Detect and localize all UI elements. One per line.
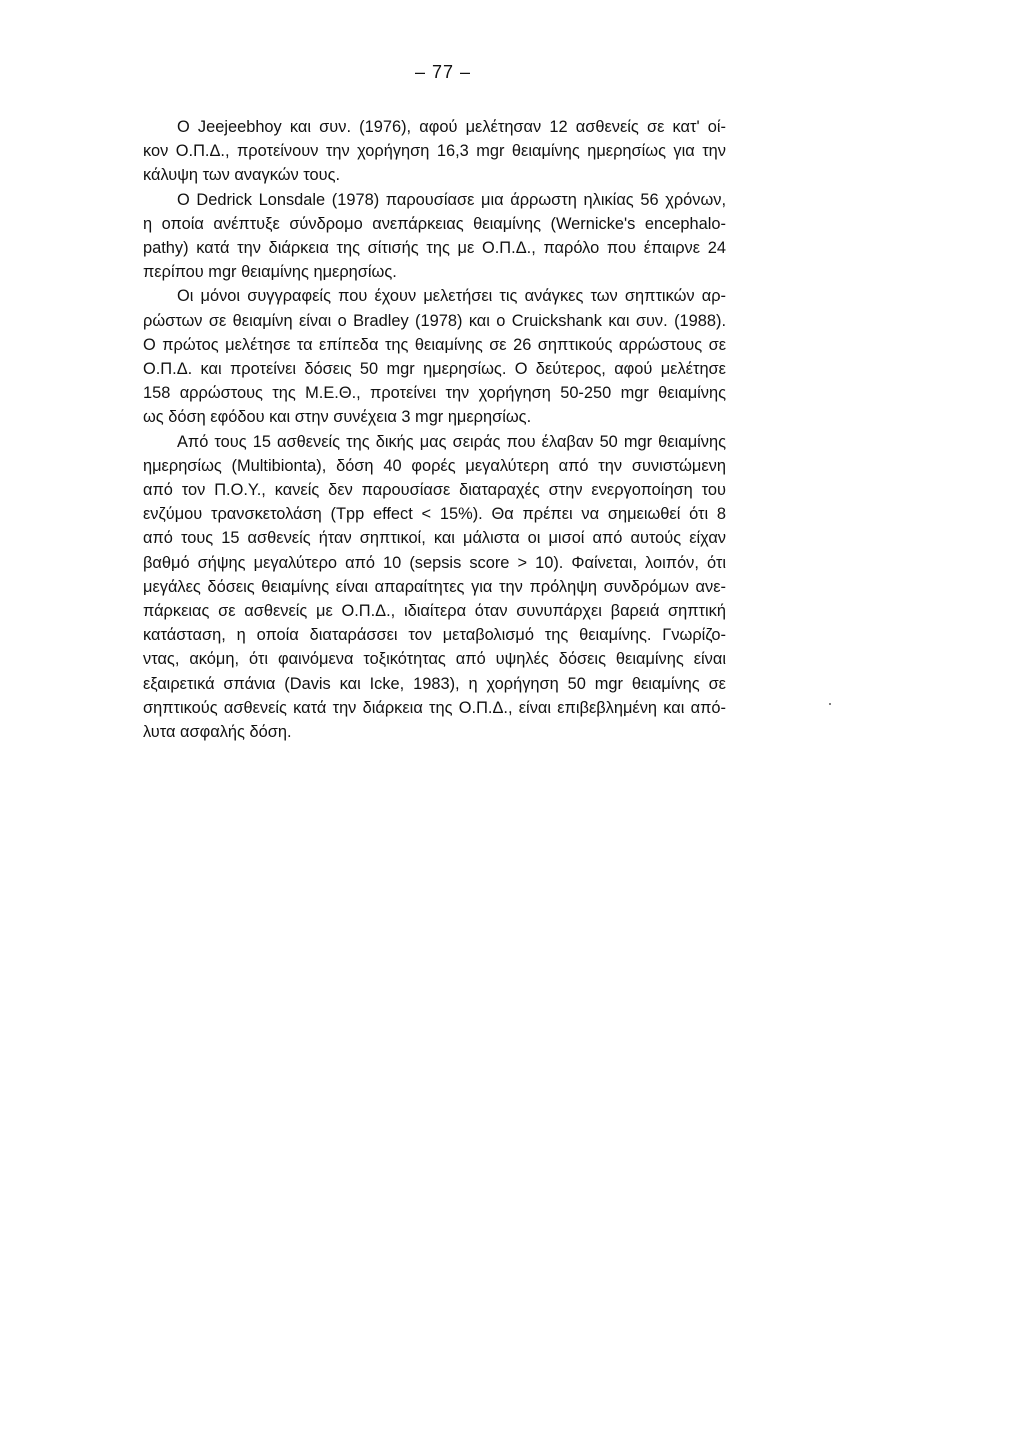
- text-line: κατάσταση, η οποία διαταράσσει τον μεταβολισμό της θειαμίνης. Γνωρίζο-: [143, 626, 726, 645]
- text-line: ημερησίως (Multibionta), δόση 40 φορές μεγαλύτερη από την συνιστώμενη: [143, 456, 726, 475]
- text-line: Από τους 15 ασθενείς της δικής μας σειράς που έλαβαν 50 mgr θειαμίνης: [177, 432, 726, 451]
- text-line: Ο Dedrick Lonsdale (1978) παρουσίασε μια άρρωστη ηλικίας 56 χρόνων,: [177, 190, 726, 209]
- text-line: μεγάλες δόσεις θειαμίνης είναι απαραίτητες για την πρόληψη συνδρόμων ανε-: [143, 577, 726, 596]
- text-line: σηπτικούς ασθενείς κατά την διάρκεια της Ο.Π.Δ., είναι επιβεβλημένη και από-: [143, 698, 726, 717]
- text-line: Ο.Π.Δ. και προτείνει δόσεις 50 mgr ημερησίως. Ο δεύτερος, αφού μελέτησε: [143, 360, 726, 379]
- text-line: 158 αρρώστους της Μ.Ε.Θ., προτείνει την χορήγηση 50-250 mgr θειαμίνης: [143, 384, 726, 403]
- paragraph-4: [143, 430, 726, 745]
- text-line: ρώστων σε θειαμίνη είναι ο Bradley (1978) και ο Cruickshank και συν. (1988).: [143, 311, 726, 330]
- text-line: λυτα ασφαλής δόση.: [143, 723, 292, 742]
- text-line: ντας, ακόμη, ότι φαινόμενα τοξικότητας από υψηλές δόσεις θειαμίνης είναι: [143, 650, 726, 669]
- body-text: [143, 115, 726, 744]
- text-line: ενζύμου τρανσκετολάση (Tpp effect < 15%). Θα πρέπει να σημειωθεί ότι 8: [143, 505, 726, 524]
- text-line: από τον Π.Ο.Υ., κανείς δεν παρουσίασε διαταραχές στην ενεργοποίηση του: [143, 481, 726, 500]
- text-line: εξαιρετικά σπάνια (Davis και Icke, 1983), η χορήγηση 50 mgr θειαμίνης σε: [143, 674, 726, 693]
- text-line: Ο πρώτος μελέτησε τα επίπεδα της θειαμίνης σε 26 σηπτικούς αρρώστους σε: [143, 335, 726, 354]
- text-line: ως δόση εφόδου και στην συνέχεια 3 mgr ημερησίως.: [143, 408, 532, 427]
- text-line: περίπου mgr θειαμίνης ημερησίως.: [143, 263, 397, 282]
- text-line: κον Ο.Π.Δ., προτείνουν την χορήγηση 16,3 mgr θειαμίνης ημερησίως για την: [143, 142, 726, 161]
- text-line: pathy) κατά την διάρκεια της σίτισής της με Ο.Π.Δ., παρόλο που έπαιρνε 24: [143, 239, 726, 258]
- paragraph-3: [143, 284, 726, 429]
- text-line: Οι μόνοι συγγραφείς που έχουν μελετήσει τις ανάγκες των σηπτικών αρ-: [177, 287, 726, 306]
- text-line: Ο Jeejeebhoy και συν. (1976), αφού μελέτησαν 12 ασθενείς σε κατ' οί-: [177, 118, 726, 136]
- text-line: από τους 15 ασθενείς ήταν σηπτικοί, και μάλιστα οι μισοί από αυτούς είχαν: [143, 529, 726, 548]
- page-number: – 77 –: [414, 62, 472, 82]
- scan-speck: [829, 703, 831, 705]
- text-line: πάρκειας σε ασθενείς με Ο.Π.Δ., ιδιαίτερα όταν συνυπάρχει βαρειά σηπτική: [143, 602, 726, 621]
- text-line: η οποία ανέπτυξε σύνδρομο ανεπάρκειας θειαμίνης (Wernicke's encephalo-: [143, 214, 726, 233]
- text-line: βαθμό σήψης μεγαλύτερο από 10 (sepsis score > 10). Φαίνεται, λοιπόν, ότι: [143, 553, 726, 572]
- paragraph-1: [143, 115, 726, 188]
- text-line: κάλυψη των αναγκών τους.: [143, 166, 341, 185]
- paragraph-2: [143, 188, 726, 285]
